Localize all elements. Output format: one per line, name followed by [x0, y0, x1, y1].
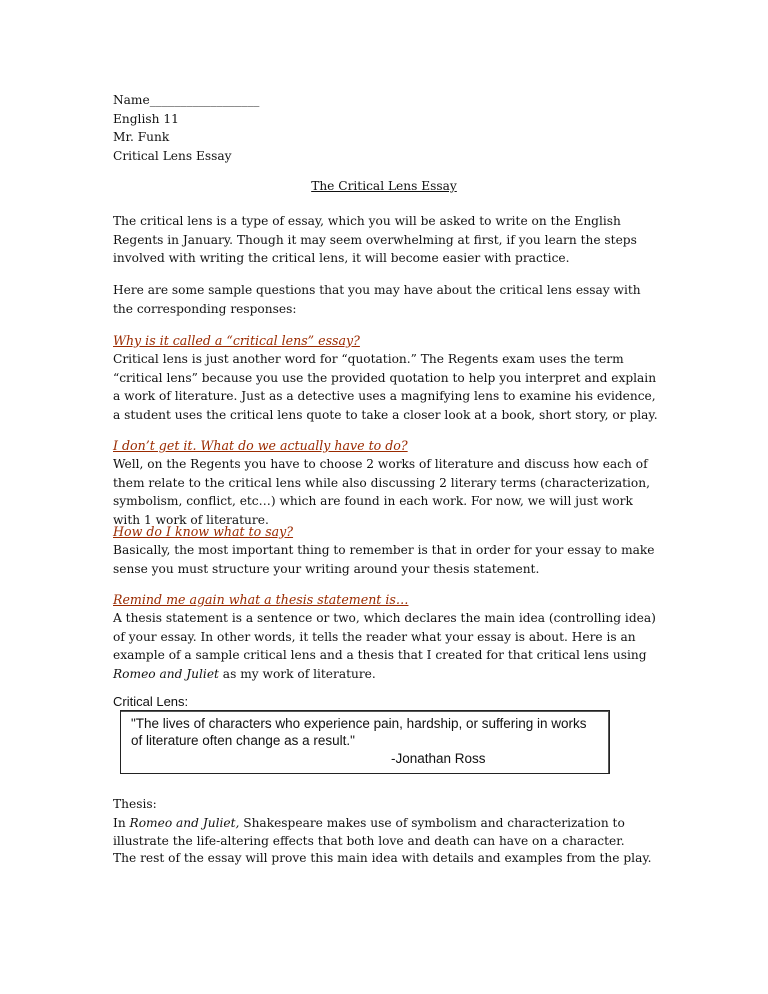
thesis-prefix: In [113, 815, 130, 830]
faq-question: Remind me again what a thesis statement is… [113, 592, 409, 607]
thesis-statement [113, 814, 658, 851]
faq-item [113, 331, 658, 424]
critical-lens-author: -Jonathan Ross [391, 751, 486, 766]
name-line: Name__________________ [113, 93, 260, 107]
work-title: Romeo and Juliet [113, 666, 219, 681]
closing-paragraph: The rest of the essay will prove this main idea with details and examples from the play. [113, 851, 652, 865]
page-title: The Critical Lens Essay [311, 179, 457, 193]
intro-paragraph-1: The critical lens is a type of essay, which you will be asked to write on the English Regents in January. Though it may seem overwhelming at first, if you learn the steps involved with writing the critical lens, it will become easier with practice. [113, 214, 637, 265]
header-block [113, 91, 658, 165]
critical-lens-quote: "The lives of characters who experience pain, hardship, or suffering in works of literature often change as a result." [131, 716, 587, 748]
assignment-line: Critical Lens Essay [113, 148, 232, 163]
faq-question: I don’t get it. What do we actually have to do? [113, 438, 408, 453]
intro-paragraph-2: Here are some sample questions that you may have about the critical lens essay with the corresponding responses: [113, 283, 641, 316]
course-line: English 11 [113, 111, 179, 126]
faq-answer: Critical lens is just another word for “quotation.” The Regents exam uses the term “critical lens” because you use the provided quotation to help you interpret and explain a work of literature. Just as a detective uses a magnifying lens to examine his evidence, a student uses the critical lens quote to take a closer look at a book, short story, or play. [113, 352, 658, 422]
faq-item [113, 522, 658, 578]
faq-answer: Basically, the most important thing to remember is that in order for your essay to make sense you must structure your writing around your thesis statement. [113, 543, 655, 576]
faq-question: How do I know what to say? [113, 524, 294, 539]
faq-question: Why is it called a “critical lens” essay? [113, 333, 360, 348]
faq-item [113, 436, 658, 529]
thesis-block [113, 795, 658, 851]
teacher-line: Mr. Funk [113, 130, 170, 144]
answer-text-after: as my work of literature. [218, 666, 376, 681]
critical-lens-label: Critical Lens: [113, 694, 189, 709]
thesis-text: Shakespeare makes use of symbolism and characterization to illustrate the life-altering effects that both love and death can have on a character. [113, 815, 625, 848]
answer-text-before: A thesis statement is a sentence or two, which declares the main idea (controlling idea) of your essay. In other words, it tells the reader what your essay is about. Here is an example of a sample critical lens and a thesis that I created for that critical lens using [113, 611, 656, 662]
faq-answer: Well, on the Regents you have to choose 2 works of literature and discuss how each of them relate to the critical lens while also discussing 2 literary terms (characterization, symbolism, conflict, etc…) which are found in each work. For now, we will just work with 1 work of literature. [113, 457, 650, 527]
thesis-label: Thesis: [113, 797, 157, 811]
critical-lens-box [120, 710, 610, 774]
thesis-work-title: Romeo and Juliet, [129, 815, 240, 830]
faq-answer [113, 609, 658, 683]
faq-item [113, 590, 658, 683]
